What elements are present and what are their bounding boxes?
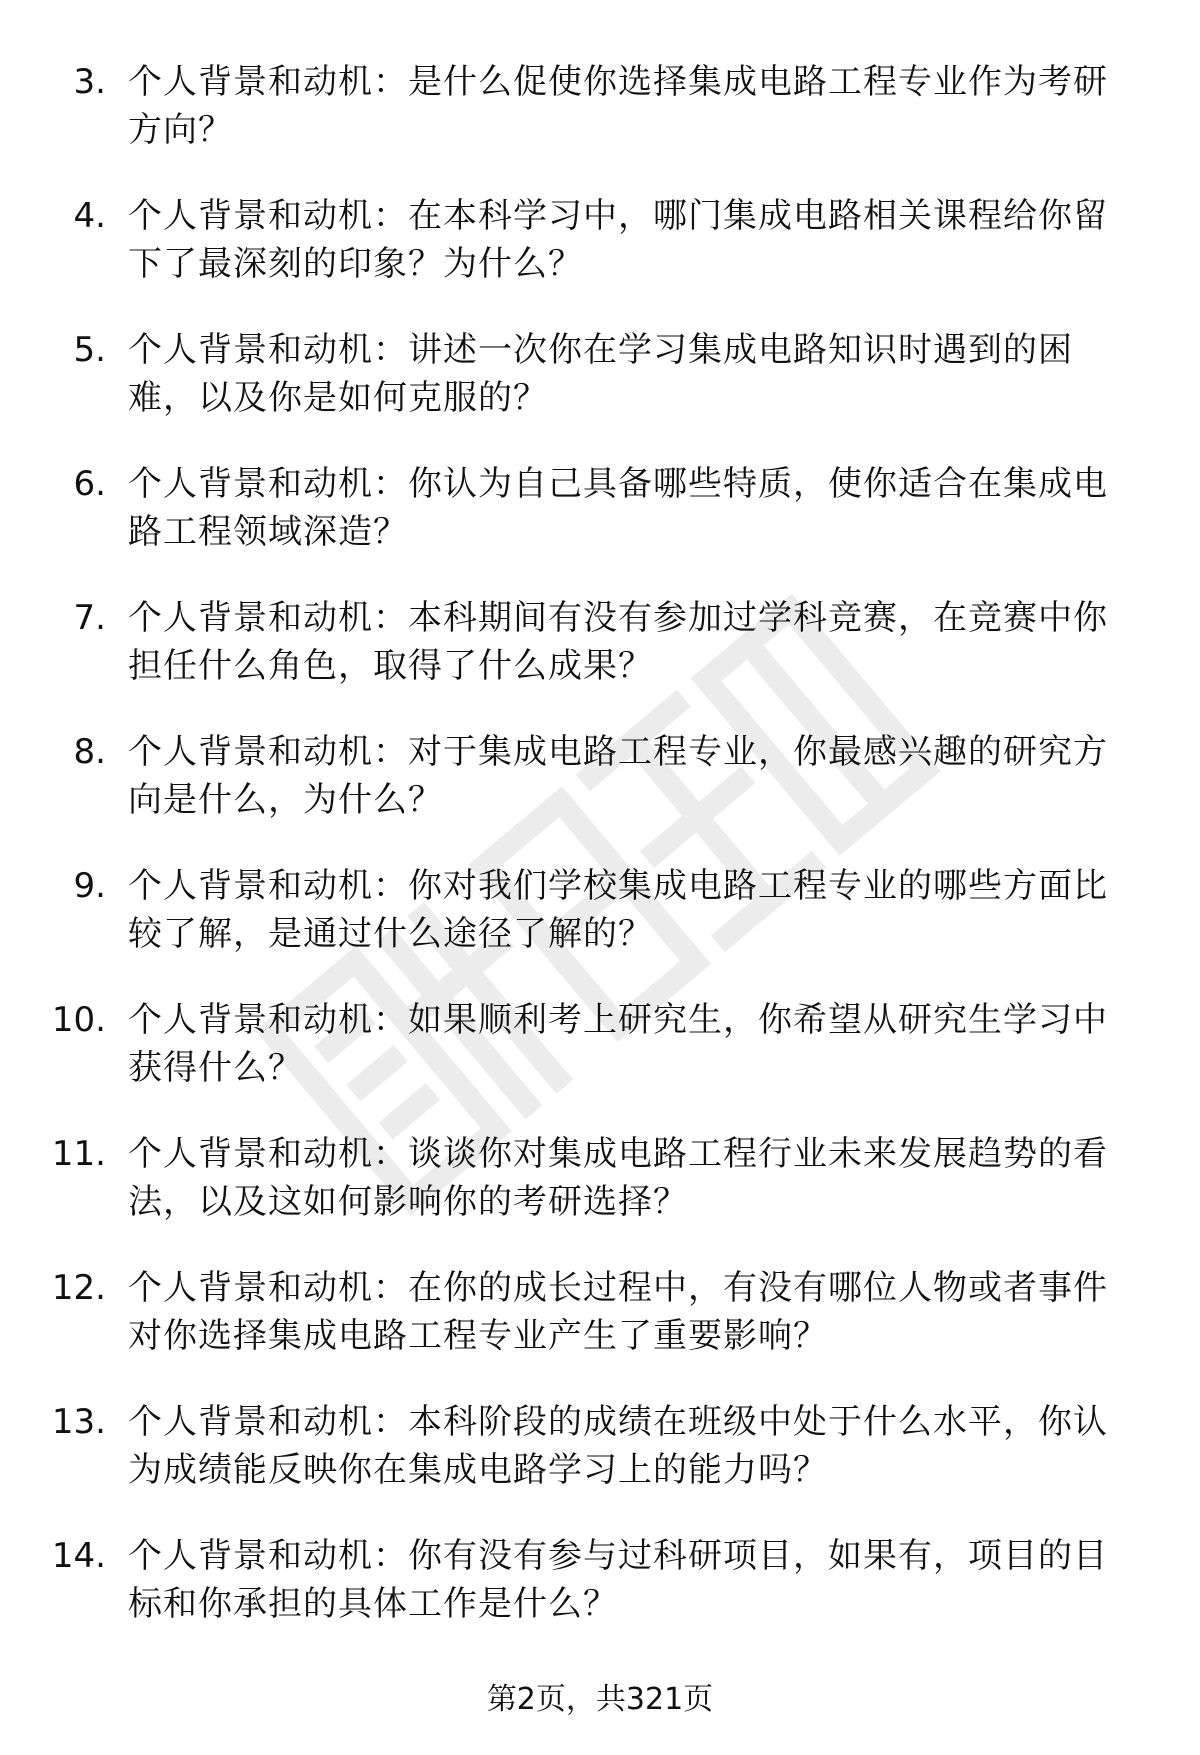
question-text: 个人背景和动机：讲述一次你在学习集成电路知识时遇到的困难，以及你是如何克服的？ <box>128 330 1073 418</box>
question-text: 个人背景和动机：本科期间有没有参加过学科竞赛，在竞赛中你担任什么角色，取得了什么成果？ <box>128 598 1108 686</box>
question-item <box>0 1130 1200 1264</box>
question-text: 个人背景和动机：如果顺利考上研究生，你希望从研究生学习中获得什么？ <box>128 1000 1108 1088</box>
question-item <box>0 58 1200 192</box>
question-item <box>0 326 1200 460</box>
question-number: 13. <box>51 1402 106 1442</box>
question-item <box>0 996 1200 1130</box>
question-number: 12. <box>51 1268 106 1308</box>
question-item <box>0 192 1200 326</box>
question-text: 个人背景和动机：在你的成长过程中，有没有哪位人物或者事件对你选择集成电路工程专业产生了重要影响？ <box>128 1268 1108 1356</box>
question-number: 3. <box>73 62 106 102</box>
question-number: 7. <box>73 598 106 638</box>
question-item <box>0 594 1200 728</box>
question-text: 个人背景和动机：你有没有参与过科研项目，如果有，项目的目标和你承担的具体工作是什么？ <box>128 1536 1108 1624</box>
question-text: 个人背景和动机：你对我们学校集成电路工程专业的哪些方面比较了解，是通过什么途径了解的？ <box>128 866 1108 954</box>
question-number: 14. <box>51 1536 106 1576</box>
question-number: 6. <box>73 464 106 504</box>
question-item <box>0 862 1200 996</box>
question-list <box>0 58 1200 1666</box>
question-item <box>0 728 1200 862</box>
question-number: 5. <box>73 330 106 370</box>
question-number: 8. <box>73 732 106 772</box>
question-number: 4. <box>73 196 106 236</box>
question-text: 个人背景和动机：对于集成电路工程专业，你最感兴趣的研究方向是什么，为什么？ <box>128 732 1108 820</box>
question-number: 11. <box>51 1134 106 1174</box>
question-number: 9. <box>73 866 106 906</box>
question-item <box>0 1532 1200 1666</box>
page-indicator: 第2页，共321页 <box>486 1682 714 1717</box>
question-number: 10. <box>51 1000 106 1040</box>
question-text: 个人背景和动机：谈谈你对集成电路工程行业未来发展趋势的看法，以及这如何影响你的考研选择？ <box>128 1134 1108 1222</box>
question-text: 个人背景和动机：在本科学习中，哪门集成电路相关课程给你留下了最深刻的印象？为什么？ <box>128 196 1108 284</box>
question-text: 个人背景和动机：是什么促使你选择集成电路工程专业作为考研方向？ <box>128 62 1108 150</box>
question-item <box>0 1398 1200 1532</box>
question-text: 个人背景和动机：你认为自己具备哪些特质，使你适合在集成电路工程领域深造？ <box>128 464 1108 552</box>
question-text: 个人背景和动机：本科阶段的成绩在班级中处于什么水平，你认为成绩能反映你在集成电路学习上的能力吗？ <box>128 1402 1108 1490</box>
question-item <box>0 460 1200 594</box>
question-item <box>0 1264 1200 1398</box>
